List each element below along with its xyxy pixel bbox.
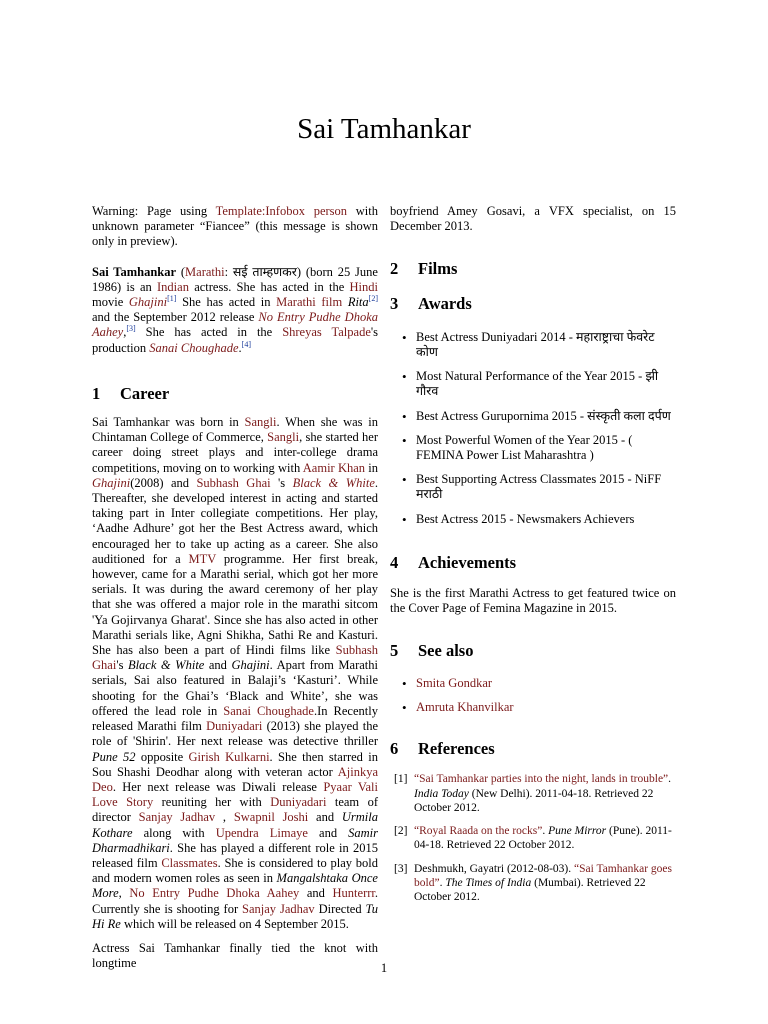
reference-publisher: The Times of India <box>445 877 532 890</box>
marriage-paragraph-end: boyfriend Amey Gosavi, a VFX specialist, on 15 December 2013. <box>390 204 676 234</box>
aamir-khan-link[interactable]: Aamir Khan <box>302 460 366 475</box>
section-number: 3 <box>390 293 399 313</box>
career-text: . She has played a different role in 2015 released film <box>92 840 378 870</box>
career-text: .In Recently released Marathi film <box>92 703 378 734</box>
infobox-warning <box>92 204 378 250</box>
black-and-white-link[interactable]: Black & White <box>292 475 375 490</box>
duniyadari-link[interactable]: Duniyadari <box>206 719 263 734</box>
girish-kulkarni-link[interactable]: Girish Kulkarni <box>188 749 270 764</box>
warning-text-end: with unknown parameter “Fiancee” (this message is shown only in preview). <box>92 204 378 249</box>
career-text: , <box>118 886 130 901</box>
career-paragraph <box>92 415 378 932</box>
rita-title: Rita <box>347 295 369 310</box>
section-heading-career <box>92 383 378 403</box>
subhash-ghai-link[interactable]: Subhash Ghai <box>92 643 378 673</box>
section-title: References <box>418 739 495 759</box>
reference-number: [1] <box>394 773 408 786</box>
section-number: 1 <box>92 383 101 403</box>
pyaar-vali-love-story-link[interactable]: Pyaar Vali Love Story <box>92 779 379 810</box>
section-title: Awards <box>418 293 472 313</box>
section-title: Films <box>418 259 458 279</box>
career-text: Directed <box>314 901 366 916</box>
awards-list <box>390 330 676 527</box>
ref-4-link[interactable]: [4] <box>241 339 251 349</box>
award-item: • Best Supporting Actress Classmates 2015 - NiFF मराठी <box>390 472 676 502</box>
career-text: Sai Tamhankar was born in <box>92 415 245 430</box>
section-heading-see-also <box>390 641 676 661</box>
career-text: in <box>365 460 378 475</box>
reference-number: [3] <box>394 862 408 875</box>
career-text: 's <box>270 475 293 490</box>
hindi-link[interactable]: Hindi <box>349 279 378 294</box>
career-text: programme. Her first break, however, came for a Marathi serial, which got her more serials. It was during the award ceremony of her play that she was offered a major role in the marathi sitcom 'Ya Gojirvanya Gharat'. Since she has also acted in other Marathi serials like, Agni Shikha, Sathi Re and Kasturi. She has also been a part of Hindi films like <box>92 551 379 658</box>
duniyadari-link[interactable]: Duniyadari <box>270 795 327 810</box>
reference-item: [2] “Royal Raada on the rocks”. Pune Mirror (Pune). 2011-04-18. Retrieved 22 October 2012. <box>394 825 672 852</box>
warning-text: Warning: Page using <box>92 204 216 218</box>
ref-4-marker[interactable] <box>242 339 251 348</box>
reference-link[interactable]: “Sai Tamhankar parties into the night, lands in trouble” <box>414 773 669 786</box>
award-item: • Best Actress 2015 - Newsmakers Achievers <box>390 512 676 527</box>
reference-number: [2] <box>394 825 408 838</box>
award-item: • Most Powerful Women of the Year 2015 - ( FEMINA Power List Maharashtra ) <box>390 433 676 463</box>
section-number: 6 <box>390 739 399 759</box>
shreyas-talpade-link[interactable]: Shreyas Talpade <box>282 325 371 340</box>
section-heading-references <box>390 739 676 759</box>
upendra-limaye-link[interactable]: Upendra Limaye <box>215 825 308 840</box>
career-text: team of director <box>92 795 378 825</box>
ref-2-link[interactable]: [2] <box>368 293 378 303</box>
references-list <box>390 772 676 904</box>
hunterrr-link[interactable]: Hunterrr <box>332 886 375 901</box>
sangli-link[interactable]: Sangli <box>244 415 277 430</box>
see-also-item <box>390 676 676 691</box>
subhash-ghai-link[interactable]: Subhash Ghai <box>196 475 271 490</box>
intro-paragraph: Sai Tamhankar (Marathi: सई ताम्हणकर) (born 25 June 1986) is an Indian actress. She has acted in the Hindi movie Ghajini[1] She has acted in Marathi film Rita[2] and the September 2012 release No Entry Pudhe Dhoka Aahey,[3] She has acted in the Shreyas Talpade's production Sanai Choughade.[4] <box>92 264 379 355</box>
career-text: and <box>204 658 232 673</box>
section-number: 2 <box>390 259 399 279</box>
career-text: and <box>308 810 342 825</box>
section-title: See also <box>418 641 474 661</box>
intro-text: She has acted in <box>176 295 277 310</box>
career-text: . When she was in Chintaman College of Commerce, <box>92 415 378 445</box>
section-heading-awards <box>390 293 676 313</box>
ref-3-link[interactable]: [3] <box>126 324 136 334</box>
career-text: . Currently she is shooting for <box>92 886 378 916</box>
reference-publisher: Pune Mirror <box>548 825 607 838</box>
sangli-link[interactable]: Sangli <box>267 430 300 445</box>
reference-link[interactable]: “Sai Tamhankar goes bold” <box>414 862 672 890</box>
career-text: , <box>215 810 234 825</box>
achievements-paragraph: She is the first Marathi Actress to get featured twice on the Cover Page of Femina Magazine in 2015. <box>390 586 676 616</box>
career-text: . Her next release was Diwali release <box>112 779 324 794</box>
urmila-kothare-name: Urmila Kothare <box>92 810 378 840</box>
award-item: • Best Actress Gurupornima 2015 - संस्कृती कला दर्पण <box>390 409 676 424</box>
page-number: 1 <box>380 961 388 975</box>
ref-2-marker[interactable] <box>369 294 378 303</box>
ref-3-marker[interactable] <box>126 324 135 333</box>
award-item: • Best Actress Duniyadari 2014 - महाराष्ट्राचा फेवरेट कोण <box>390 330 676 360</box>
career-text: and <box>307 825 349 840</box>
marathi-link[interactable]: Marathi <box>185 264 225 279</box>
intro-text: She has acted in the <box>135 325 283 340</box>
reference-author: Deshmukh, Gayatri (2012-08-03). <box>414 862 575 875</box>
ghajini-title: Ghajini <box>231 658 270 673</box>
smita-gondkar-link[interactable]: Smita Gondkar <box>416 675 493 690</box>
career-text: which will be released on 4 September 2015. <box>120 916 349 931</box>
intro-text: actress. She has acted in the <box>188 279 350 294</box>
ref-1-link[interactable]: [1] <box>167 293 177 303</box>
sanjay-jadhav-link[interactable]: Sanjay Jadhav <box>138 810 216 825</box>
section-number: 4 <box>390 552 399 572</box>
intro-text: movie <box>92 295 129 310</box>
reference-item: [3] Deshmukh, Gayatri (2012-08-03). “Sai Tamhankar goes bold”. The Times of India (Mumbai). Retrieved 22 October 2012. <box>394 862 672 904</box>
career-text: along with <box>132 825 216 840</box>
mtv-link[interactable]: MTV <box>188 551 217 566</box>
career-text: . Apart from Marathi serials, Sai also featured in Balaji’s ‘Kasturi’. While shooting for the Ghai’s ‘Black and White’, she was offered the lead role in <box>92 658 378 718</box>
infobox-template-link[interactable]: Template:Infobox person <box>215 204 348 218</box>
amruta-khanvilkar-link[interactable]: Amruta Khanvilkar <box>416 699 514 714</box>
reference-details: (Mumbai). Retrieved 22 October 2012. <box>414 877 646 904</box>
no-entry-link[interactable]: No Entry Pudhe Dhoka Aahey <box>92 310 379 340</box>
right-column <box>390 204 676 905</box>
indian-link[interactable]: Indian <box>157 279 189 294</box>
intro-native: : सई ताम्हणकर) (born 25 June 1986) is an <box>92 264 378 294</box>
section-heading-achievements <box>390 552 676 572</box>
career-text: . She then starred in Sou Shashi Deodhar along with veteran actor <box>92 749 378 779</box>
reference-details: (Pune). 2011-04-18. Retrieved 22 October 2012. <box>414 825 672 852</box>
career-text: . Thereafter, she developed interest in acting and started taking part in Inter collegiate competitions. Her play, ‘Aadhe Adhure’ got her the Best Actress award, which encouraged her to take up acting as a career. She also auditioned for a <box>92 475 379 566</box>
subject-name: Sai Tamhankar <box>92 264 177 279</box>
section-title: Career <box>120 383 170 403</box>
tu-hi-re-title: Tu Hi Re <box>92 901 379 931</box>
sanai-choughade-link[interactable]: Sanai Choughade <box>149 340 239 355</box>
career-text: . She is considered to play bold and modern women roles as seen in <box>92 855 378 886</box>
samir-dharmadhikari-name: Samir Dharmadhikari <box>92 825 379 855</box>
intro-text: 's production <box>92 325 378 355</box>
intro-text: and the September 2012 release <box>92 310 259 325</box>
section-title: Achievements <box>418 552 517 572</box>
career-text: 's <box>116 658 128 673</box>
career-text: reuniting her with <box>153 795 271 810</box>
marriage-paragraph-start: Actress Sai Tamhankar finally tied the knot with longtime <box>92 940 378 971</box>
page-title: Sai Tamhankar <box>297 113 471 145</box>
sanai-choughade-link[interactable]: Sanai Choughade <box>223 703 314 718</box>
career-text: opposite <box>135 749 189 764</box>
ajinkya-deo-link[interactable]: Ajinkya Deo <box>92 764 378 794</box>
see-also-list <box>390 676 676 715</box>
career-text: and <box>299 886 333 901</box>
black-and-white-title: Black & White <box>127 658 205 673</box>
reference-details: (New Delhi). 2011-04-18. Retrieved 22 October 2012. <box>414 787 654 814</box>
marathi-film-link[interactable]: Marathi film <box>276 295 343 310</box>
classmates-link[interactable]: Classmates <box>161 855 218 870</box>
see-also-item <box>390 700 676 715</box>
mangalshtaka-title: Mangalshtaka Once More <box>92 871 378 901</box>
career-text: (2008) and <box>130 475 197 490</box>
ghajini-link[interactable]: Ghajini <box>92 475 131 490</box>
reference-item: [1] “Sai Tamhankar parties into the night, lands in trouble”. India Today (New Delhi). 2011-04-18. Retrieved 22 October 2012. <box>394 773 672 814</box>
section-number: 5 <box>390 641 399 661</box>
section-heading-films <box>390 259 676 279</box>
reference-link[interactable]: “Royal Raada on the rocks” <box>414 825 543 838</box>
reference-publisher: India Today <box>414 787 469 800</box>
left-column <box>92 204 378 971</box>
award-item: • Most Natural Performance of the Year 2015 - झी गौरव <box>390 369 676 399</box>
career-text: (2013) she played the role of 'Shirin'. Her next release was detective thriller <box>92 719 379 749</box>
ghajini-link[interactable]: Ghajini <box>128 295 168 310</box>
no-entry-link[interactable]: No Entry Pudhe Dhoka Aahey <box>129 886 300 901</box>
sanjay-jadhav-link[interactable]: Sanjay Jadhav <box>242 901 315 916</box>
career-text: , she started her career doing street plays and inter-college drama competitions, moving on to working with <box>92 430 378 475</box>
swapnil-joshi-link[interactable]: Swapnil Joshi <box>233 810 309 825</box>
pune-52-title: Pune 52 <box>92 749 136 764</box>
